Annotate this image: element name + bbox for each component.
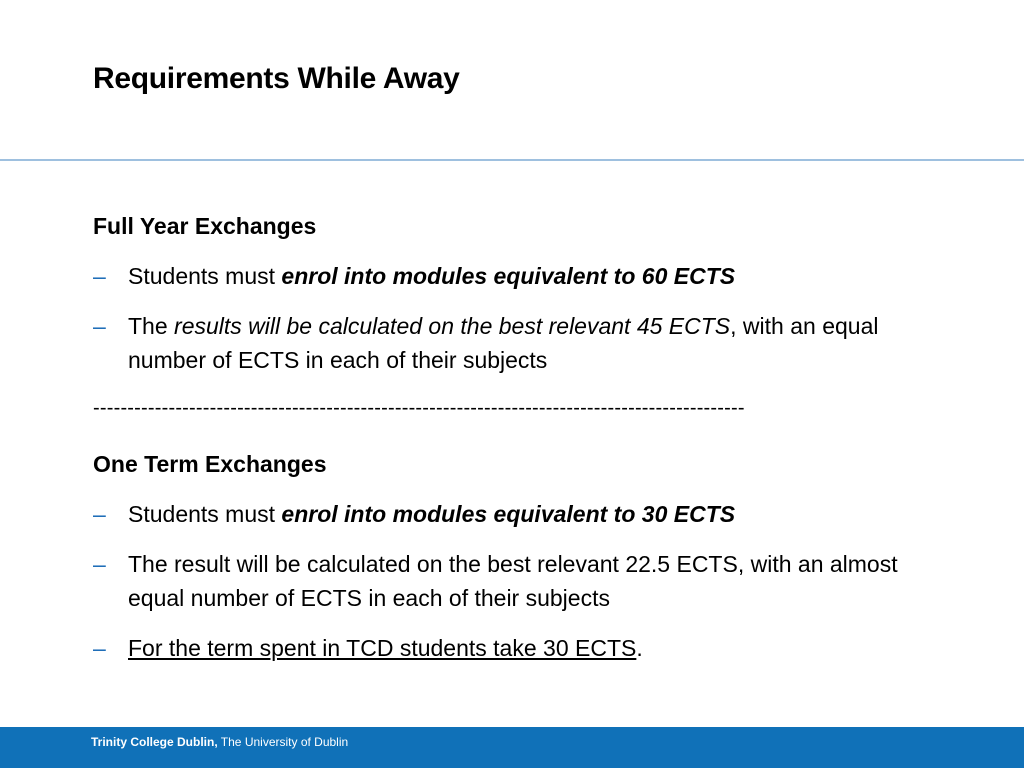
dash-bullet-icon: – xyxy=(93,635,106,661)
bullet-text-suffix: , with an equal number of ECTS in each of their subjects xyxy=(128,313,879,373)
dash-bullet-icon: – xyxy=(93,551,106,577)
bullet-text-suffix: . xyxy=(636,635,643,661)
dash-bullet-icon: – xyxy=(93,501,106,527)
footer-text xyxy=(91,735,348,749)
one-term-bullet-2 xyxy=(93,547,923,615)
dash-bullet-icon: – xyxy=(93,263,106,289)
bullet-text: The result will be calculated on the best relevant 22.5 ECTS, with an almost equal number of ECTS in each of their subjects xyxy=(128,551,898,611)
bullet-text: Students must xyxy=(128,501,282,527)
footer-institution: Trinity College Dublin, xyxy=(91,735,218,749)
bullet-emphasis: enrol into modules equivalent to 60 ECTS xyxy=(281,263,736,289)
full-year-bullet-1 xyxy=(93,259,923,293)
bullet-emphasis: enrol into modules equivalent to 30 ECTS xyxy=(281,501,736,527)
title-divider xyxy=(0,159,1024,161)
slide-title: Requirements While Away xyxy=(93,62,460,95)
full-year-bullet-2 xyxy=(93,309,923,377)
footer-subtitle: The University of Dublin xyxy=(217,735,349,749)
one-term-bullet-1 xyxy=(93,497,923,531)
section-separator: ----------------------------------------------------------------------------------------------- xyxy=(93,397,745,419)
full-year-heading: Full Year Exchanges xyxy=(93,213,317,239)
one-term-bullet-3 xyxy=(93,631,923,665)
bullet-text: Students must xyxy=(128,263,282,289)
bullet-text: The xyxy=(128,313,175,339)
bullet-underlined-text: For the term spent in TCD students take 30 ECTS xyxy=(128,635,637,661)
one-term-heading: One Term Exchanges xyxy=(93,451,327,477)
footer-bar xyxy=(0,727,1024,768)
bullet-emphasis: results will be calculated on the best relevant 45 ECTS xyxy=(174,313,731,339)
dash-bullet-icon: – xyxy=(93,313,106,339)
